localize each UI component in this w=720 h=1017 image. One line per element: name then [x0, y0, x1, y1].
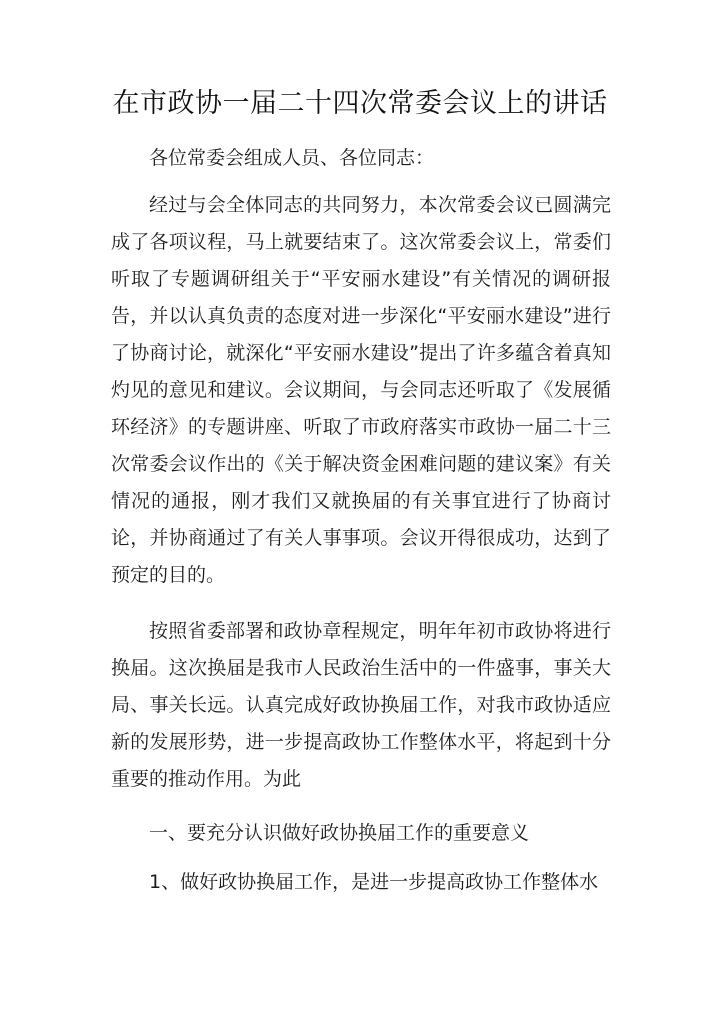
body-paragraph-2 — [111, 613, 611, 798]
greeting-paragraph — [111, 140, 611, 177]
list-item-1 — [111, 864, 611, 901]
paragraph-1-text: 经过与会全体同志的共同努力，本次常委会议已圆满完成了各项议程，马上就要结束了。这次常委会议上，常委们听取了专题调研组关于“平安丽水建设”有关情况的调研报告，并以认真负责的态度对进一步深化“平安丽水建设”进行了协商讨论，就深化“平安丽水建设”提出了许多蕴含着真知灼见的意见和建议。会议期间，与会同志还听取了《发展循环经济》的专题讲座、听取了市政府落实市政协一届二十三次常委会议作出的《关于解决资金困难问题的建议案》有关情况的通报，刚才我们又就换届的有关事宜进行了协商讨论，并协商通过了有关人事事项。会议开得很成功，达到了预定的目的。 — [111, 194, 611, 586]
paragraph-2-text: 按照省委部署和政协章程规定，明年年初市政协将进行换届。这次换届是我市人民政治生活中的一件盛事，事关大局、事关长远。认真完成好政协换届工作，对我市政协适应新的发展形势，进一步提高政协工作整体水平，将起到十分重要的推动作用。为此 — [111, 620, 611, 790]
section-heading-1-text: 一、要充分认识做好政协换届工作的重要意义 — [149, 822, 530, 844]
body-paragraph-1 — [111, 187, 611, 594]
greeting-text: 各位常委会组成人员、各位同志： — [149, 147, 435, 169]
section-heading-1 — [111, 815, 611, 852]
document-title: 在市政协一届二十四次常委会议上的讲话 — [112, 88, 608, 119]
list-item-1-text: 1、做好政协换届工作，是进一步提高政协工作整体水 — [149, 871, 599, 893]
